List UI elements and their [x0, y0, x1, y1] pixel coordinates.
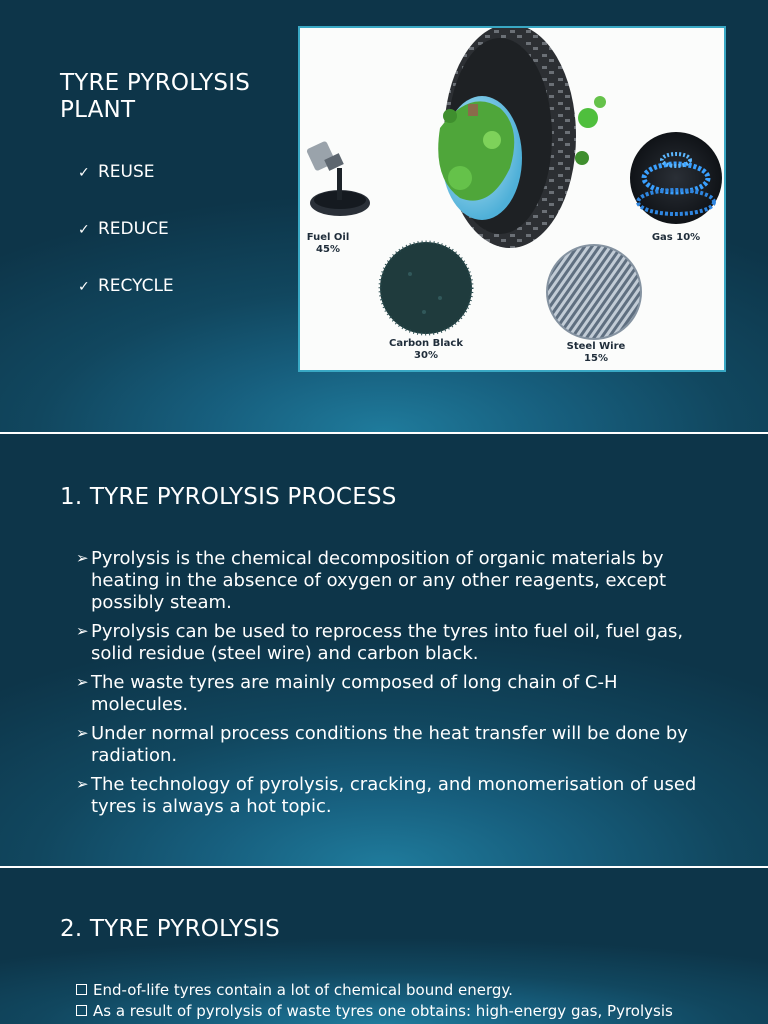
- list-item: [78, 274, 174, 331]
- list-item: [76, 621, 716, 665]
- slide-1: [0, 0, 768, 432]
- carbon-black-label: Carbon Black 30%: [388, 338, 464, 361]
- slide-3-title: 2. TYRE PYROLYSIS: [60, 916, 280, 942]
- arrow-bullet-icon: ➢: [76, 622, 89, 640]
- gas-burner-icon: [630, 132, 722, 224]
- bullet-text: Pyrolysis is the chemical decomposition of organic materials by heating in the absence of oxygen or any other reagents, except possibly steam.: [91, 548, 667, 613]
- list-item: [78, 217, 174, 274]
- bullet-text: The waste tyres are mainly composed of long chain of C-H molecules.: [91, 672, 618, 715]
- pyrolysis-bullets: [76, 981, 716, 1023]
- bullet-text: End-of-life tyres contain a lot of chemical bound energy.: [93, 981, 513, 999]
- slide-2-title: 1. TYRE PYROLYSIS PROCESS: [60, 484, 397, 510]
- bullet-text: As a result of pyrolysis of waste tyres one obtains: high-energy gas, Pyrolysis: [93, 1002, 673, 1020]
- steel-wire-icon: [547, 245, 641, 339]
- tyre-products-infographic: [298, 26, 726, 372]
- arrow-bullet-icon: ➢: [76, 673, 89, 691]
- square-bullet-icon: [76, 1005, 87, 1016]
- square-bullet-icon: [76, 984, 87, 995]
- slide-3: [0, 868, 768, 1024]
- gas-label: Gas 10%: [651, 232, 701, 243]
- list-item: [76, 1002, 716, 1021]
- tyre-icon: [438, 28, 606, 248]
- slide-1-title: TYRE PYROLYSIS PLANT: [60, 70, 251, 123]
- list-item: [76, 981, 716, 1000]
- infographic-artwork: [300, 28, 724, 370]
- list-item: [76, 774, 716, 818]
- arrow-bullet-icon: ➢: [76, 549, 89, 567]
- process-bullets: [76, 548, 716, 825]
- fuel-oil-icon: [306, 140, 370, 216]
- fuel-oil-label: Fuel Oil 45%: [306, 232, 350, 255]
- list-item-label: REUSE: [98, 162, 155, 182]
- arrow-bullet-icon: ➢: [76, 775, 89, 793]
- list-item: [78, 160, 174, 217]
- arrow-bullet-icon: ➢: [76, 724, 89, 742]
- bullet-text: Pyrolysis can be used to reprocess the tyres into fuel oil, fuel gas, solid residue (steel wire) and carbon black.: [91, 621, 684, 664]
- slide-2: [0, 434, 768, 866]
- steel-wire-label: Steel Wire 15%: [566, 341, 626, 364]
- check-icon: ✓: [78, 165, 90, 181]
- list-item: [76, 672, 716, 716]
- list-item: [76, 723, 716, 767]
- check-icon: ✓: [78, 279, 90, 295]
- recycle-checklist: [78, 160, 174, 331]
- list-item-label: RECYCLE: [98, 276, 174, 296]
- carbon-black-icon: [380, 242, 472, 334]
- bullet-text: The technology of pyrolysis, cracking, and monomerisation of used tyres is always a hot topic.: [91, 774, 697, 817]
- check-icon: ✓: [78, 222, 90, 238]
- list-item-label: REDUCE: [98, 219, 169, 239]
- list-item: [76, 548, 716, 614]
- bullet-text: Under normal process conditions the heat transfer will be done by radiation.: [91, 723, 688, 766]
